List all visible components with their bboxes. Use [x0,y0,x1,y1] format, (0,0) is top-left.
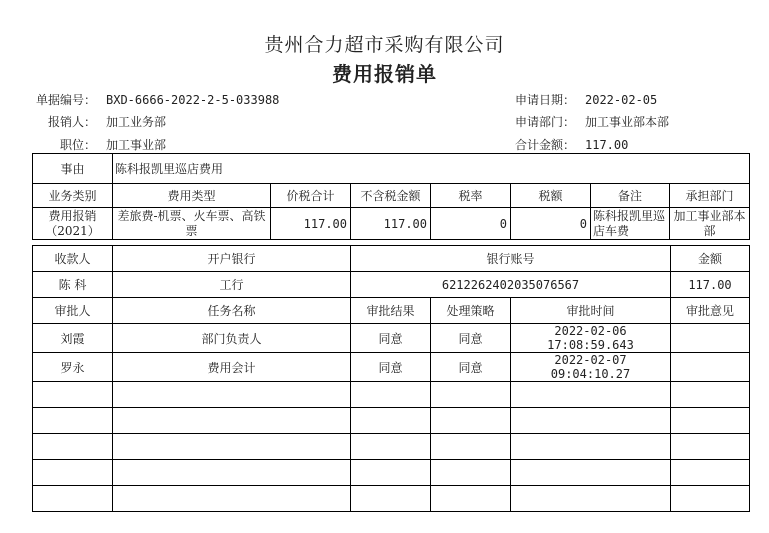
doc-number-row [22,91,279,108]
approval-opinion [671,324,750,353]
approval-opinion [671,353,750,382]
header-result: 审批结果 [351,298,431,324]
dept-row [507,113,669,130]
task-name: 费用会计 [113,353,351,382]
document-title: 费用报销单 [332,62,437,86]
header-tax-rate: 税率 [431,184,511,208]
applicant-value: 加工业务部 [106,115,167,129]
applicant-row [22,113,166,130]
table-row [33,353,750,382]
expense-type: 差旅费-机票、火车票、高铁票 [113,208,271,240]
payee-name: 陈 科 [33,272,113,298]
approval-result: 同意 [351,324,431,353]
approval-strategy: 同意 [431,324,511,353]
expense-table [32,153,750,240]
empty-cell [33,460,113,486]
approval-time: 2022-02-07 09:04:10.27 [511,353,671,382]
header-dept: 承担部门 [670,184,750,208]
approval-strategy: 同意 [431,353,511,382]
empty-cell [511,460,671,486]
empty-row [33,460,750,486]
doc-number-label: 单据编号： [35,93,96,107]
position-label: 职位： [59,138,96,152]
empty-cell [431,408,511,434]
empty-cell [671,408,750,434]
empty-cell [113,408,351,434]
empty-row [33,408,750,434]
empty-cell [113,434,351,460]
empty-cell [33,434,113,460]
empty-cell [33,408,113,434]
apply-date-row [507,91,657,108]
expense-amount-ex-tax: 117.00 [351,208,431,240]
doc-number-value: BXD-6666-2022-2-5-033988 [106,93,280,107]
apply-date-value: 2022-02-05 [585,93,658,107]
expense-header-row [33,184,750,208]
header-strategy: 处理策略 [431,298,511,324]
total-label: 合计金额： [514,138,575,152]
empty-cell [113,382,351,408]
dept-label: 申请部门： [514,115,575,129]
approver: 刘霞 [33,324,113,353]
reason-value: 陈科报凯里巡店费用 [113,154,750,184]
header-time: 审批时间 [511,298,671,324]
reason-row [33,154,750,184]
header-total-with-tax: 价税合计 [271,184,351,208]
empty-cell [351,382,431,408]
empty-cell [511,434,671,460]
approval-time: 2022-02-06 17:08:59.643 [511,324,671,353]
total-row [507,136,628,153]
empty-cell [671,486,750,512]
position-row [22,136,166,153]
expense-total-with-tax: 117.00 [271,208,351,240]
empty-cell [113,460,351,486]
empty-cell [671,382,750,408]
expense-category: 费用报销（2021） [33,208,113,240]
empty-row [33,434,750,460]
empty-cell [671,434,750,460]
apply-date-label: 申请日期： [514,93,575,107]
payee-account: 6212262402035076567 [351,272,671,298]
company-name: 贵州合力超市采购有限公司 [264,34,505,56]
header-opinion: 审批意见 [671,298,750,324]
empty-cell [431,434,511,460]
header-approver: 审批人 [33,298,113,324]
header-note: 备注 [591,184,670,208]
header-amount: 金额 [671,246,750,272]
expense-dept: 加工事业部本部 [670,208,750,240]
table-row [33,208,750,240]
expense-tax-amount: 0 [511,208,591,240]
header-tax-amount: 税额 [511,184,591,208]
empty-cell [113,486,351,512]
empty-cell [351,486,431,512]
position-value: 加工事业部 [106,138,167,152]
header-category: 业务类别 [33,184,113,208]
total-value: 117.00 [585,138,629,152]
header-amount-ex-tax: 不含税金额 [351,184,431,208]
payee-amount: 117.00 [671,272,750,298]
empty-cell [511,382,671,408]
expense-tax-rate: 0 [431,208,511,240]
empty-row [33,382,750,408]
payee-approval-table [32,245,750,512]
empty-cell [33,486,113,512]
empty-cell [431,486,511,512]
dept-value: 加工事业部本部 [585,115,670,129]
header-type: 费用类型 [113,184,271,208]
empty-cell [33,382,113,408]
empty-row [33,486,750,512]
reason-label: 事由 [33,154,113,184]
expense-note: 陈科报凯里巡店车费 [591,208,670,240]
empty-cell [351,434,431,460]
empty-cell [671,460,750,486]
empty-cell [511,486,671,512]
task-name: 部门负责人 [113,324,351,353]
payee-bank: 工行 [113,272,351,298]
applicant-label: 报销人： [47,115,96,129]
payee-header-row [33,246,750,272]
header-task: 任务名称 [113,298,351,324]
approval-header-row [33,298,750,324]
empty-cell [431,382,511,408]
empty-cell [431,460,511,486]
table-row [33,272,750,298]
empty-cell [351,460,431,486]
empty-cell [351,408,431,434]
header-account: 银行账号 [351,246,671,272]
approver: 罗永 [33,353,113,382]
empty-cell [511,408,671,434]
header-payee: 收款人 [33,246,113,272]
approval-result: 同意 [351,353,431,382]
table-row [33,324,750,353]
header-bank: 开户银行 [113,246,351,272]
empty-rows [33,382,750,512]
